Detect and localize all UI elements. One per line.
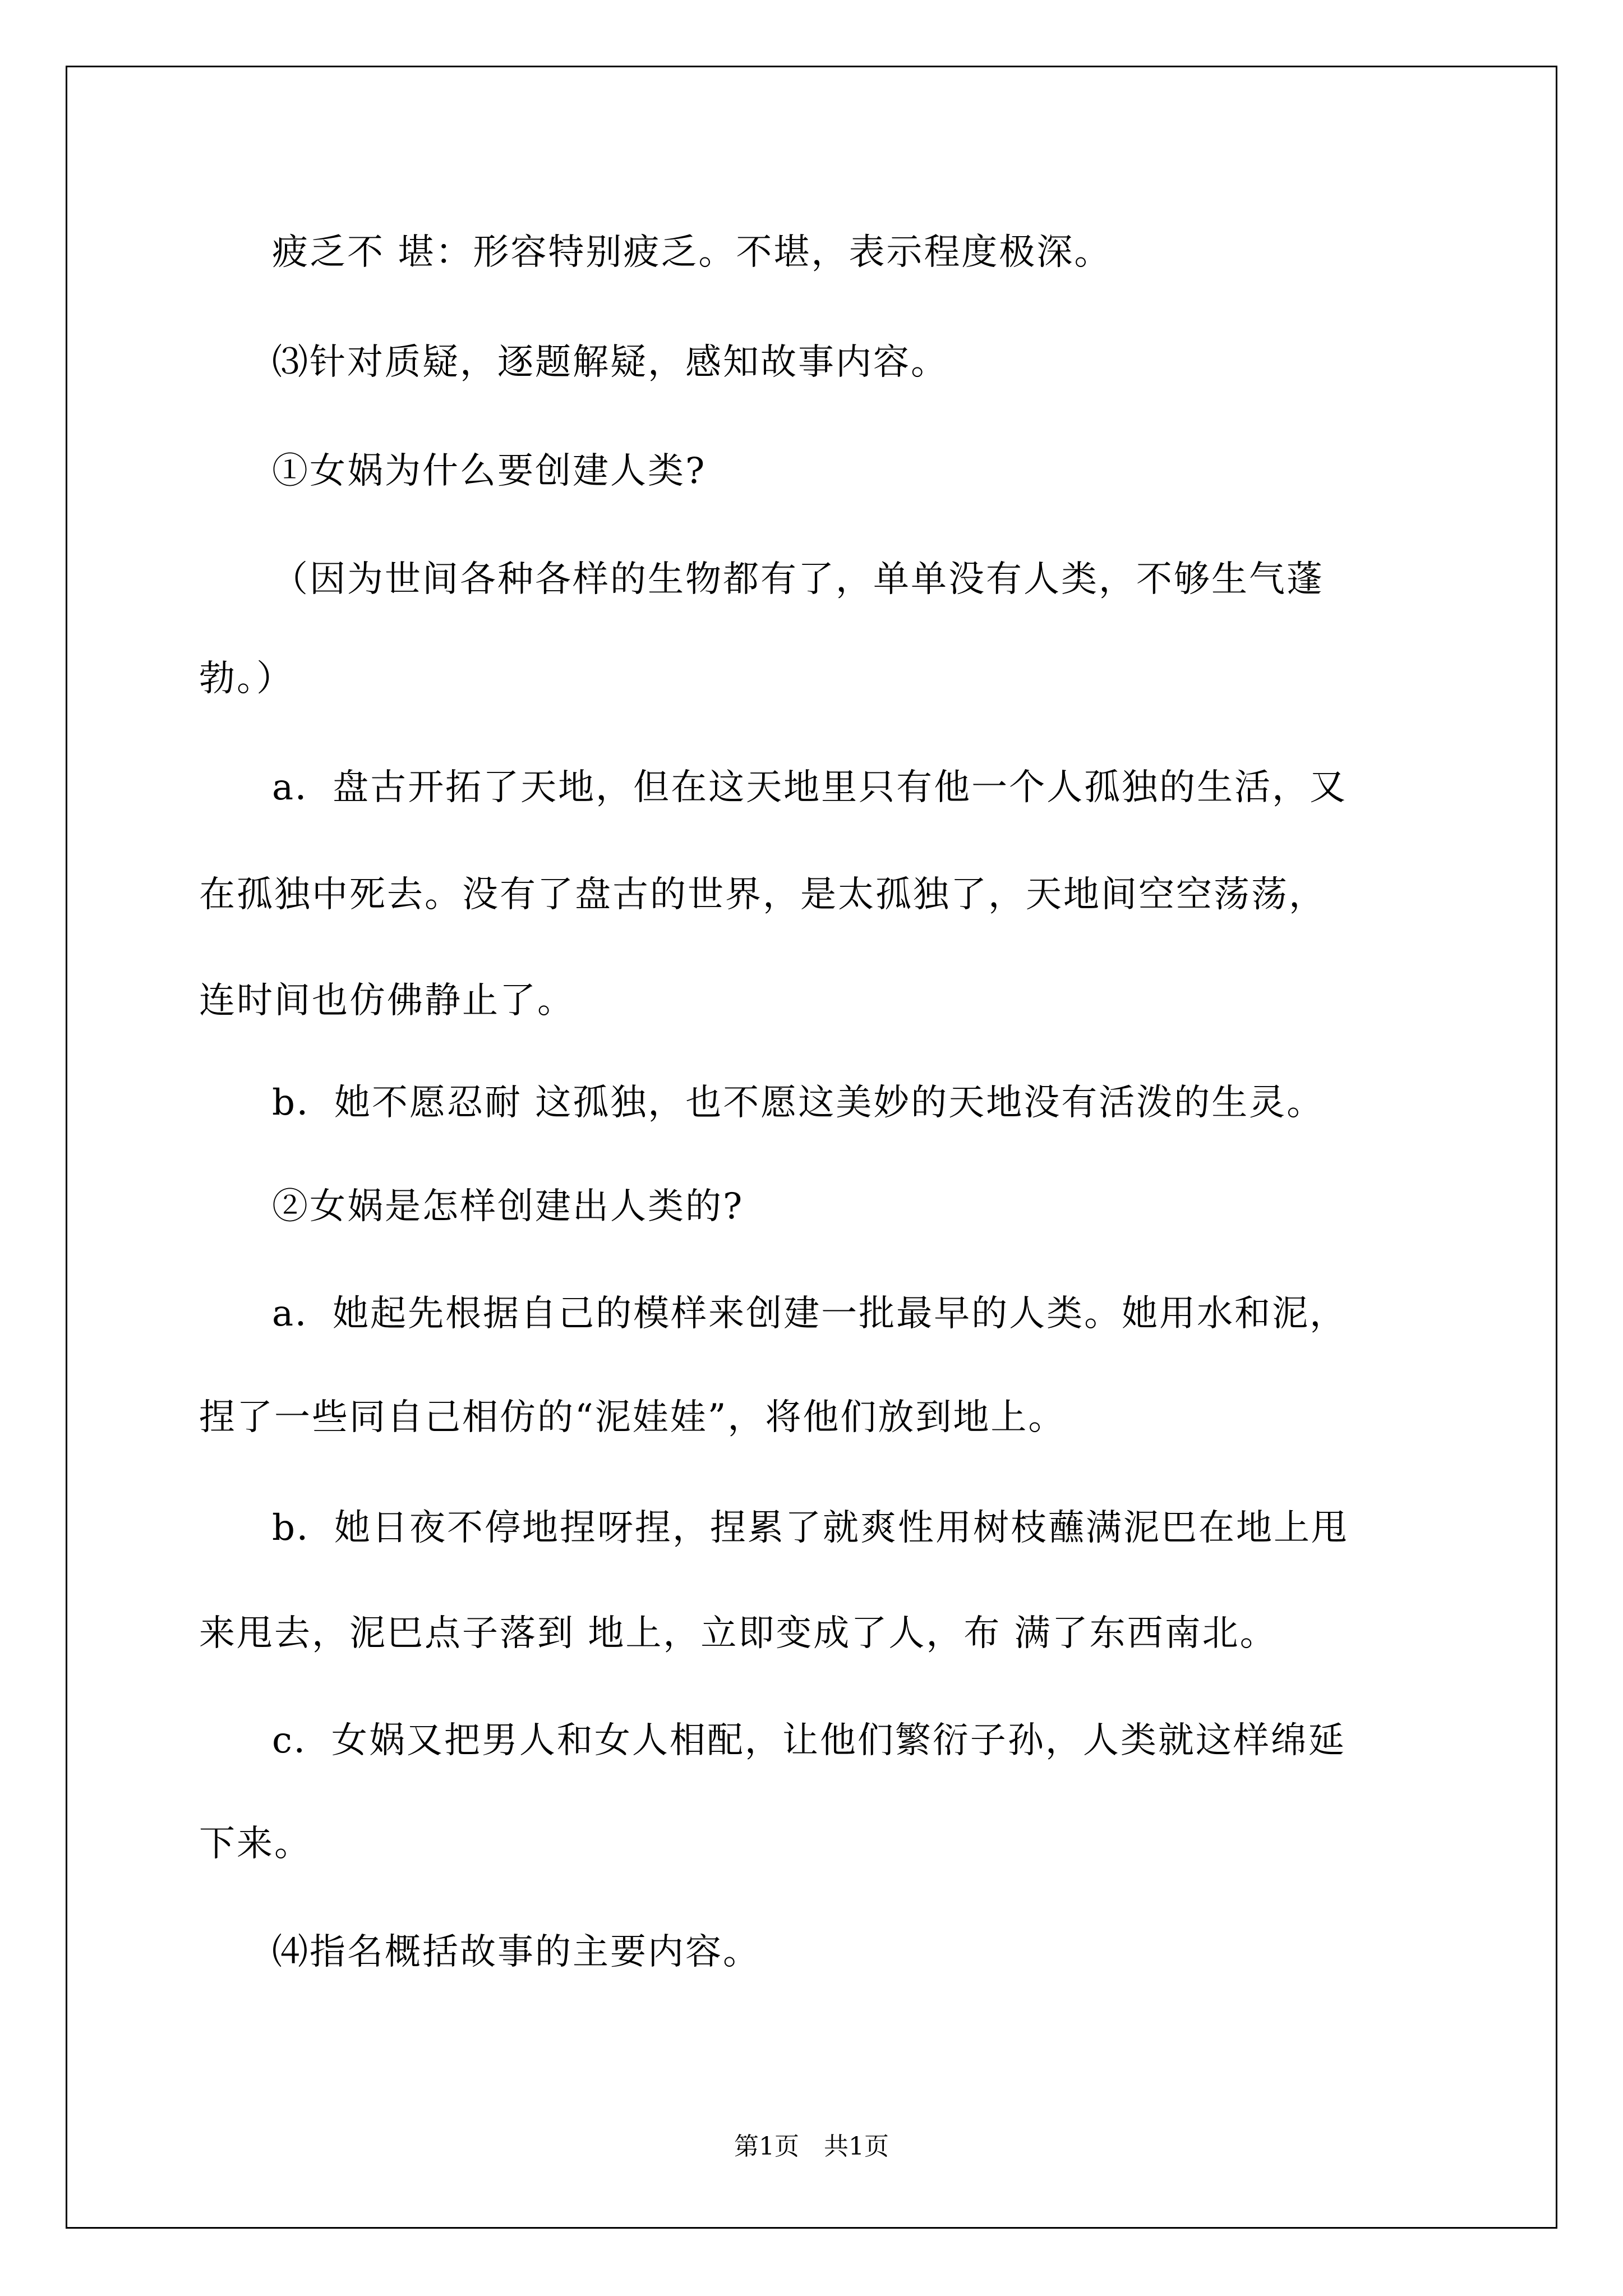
text-line: ②女娲是怎样创建出人类的? bbox=[272, 1186, 744, 1227]
text-line: （因为世间各种各样的生物都有了，单单没有人类，不够生气蓬 bbox=[272, 559, 1324, 600]
text-line: ⑶针对质疑，逐题解疑，感知故事内容。 bbox=[272, 342, 948, 383]
text-line: 下来。 bbox=[199, 1823, 312, 1865]
text-line: c．女娲又把男人和女人相配，让他们繁衍子孙，人类就这样绵延 bbox=[272, 1720, 1346, 1761]
text-line: ⑷指名概括故事的主要内容。 bbox=[272, 1931, 760, 1973]
page-footer bbox=[0, 2126, 1623, 2162]
text-line: ①女娲为什么要创建人类? bbox=[272, 450, 707, 492]
text-line: 勃。） bbox=[199, 658, 294, 700]
text-line: b．她不愿忍耐 这孤独，也不愿这美妙的天地没有活泼的生灵。 bbox=[272, 1082, 1325, 1124]
text-line: a．她起先根据自己的模样来创建一批最早的人类。她用水和泥， bbox=[272, 1293, 1348, 1335]
text-line: b．她日夜不停地捏呀捏，捏累了就爽性用树枝蘸满泥巴在地上甩 bbox=[272, 1507, 1349, 1549]
text-line: 来甩去，泥巴点子落到 地上，立即变成了人，布 满了东西南北。 bbox=[199, 1613, 1278, 1654]
text-line: 连时间也仿佛静止了。 bbox=[199, 980, 575, 1022]
text-line: 捏了一些同自己相仿的“泥娃娃”，将他们放到地上。 bbox=[199, 1397, 1066, 1438]
text-line: 疲乏不 堪：形容特别疲乏。不堪，表示程度极深。 bbox=[272, 232, 1112, 273]
page-border bbox=[66, 66, 1557, 2229]
page-number-label: 第1页 共1页 bbox=[734, 2132, 889, 2161]
text-line: 在孤独中死去。没有了盘古的世界，是太孤独了，天地间空空荡荡， bbox=[199, 874, 1326, 915]
text-line: a．盘古开拓了天地，但在这天地里只有他一个人孤独的生活，又 bbox=[272, 767, 1348, 808]
